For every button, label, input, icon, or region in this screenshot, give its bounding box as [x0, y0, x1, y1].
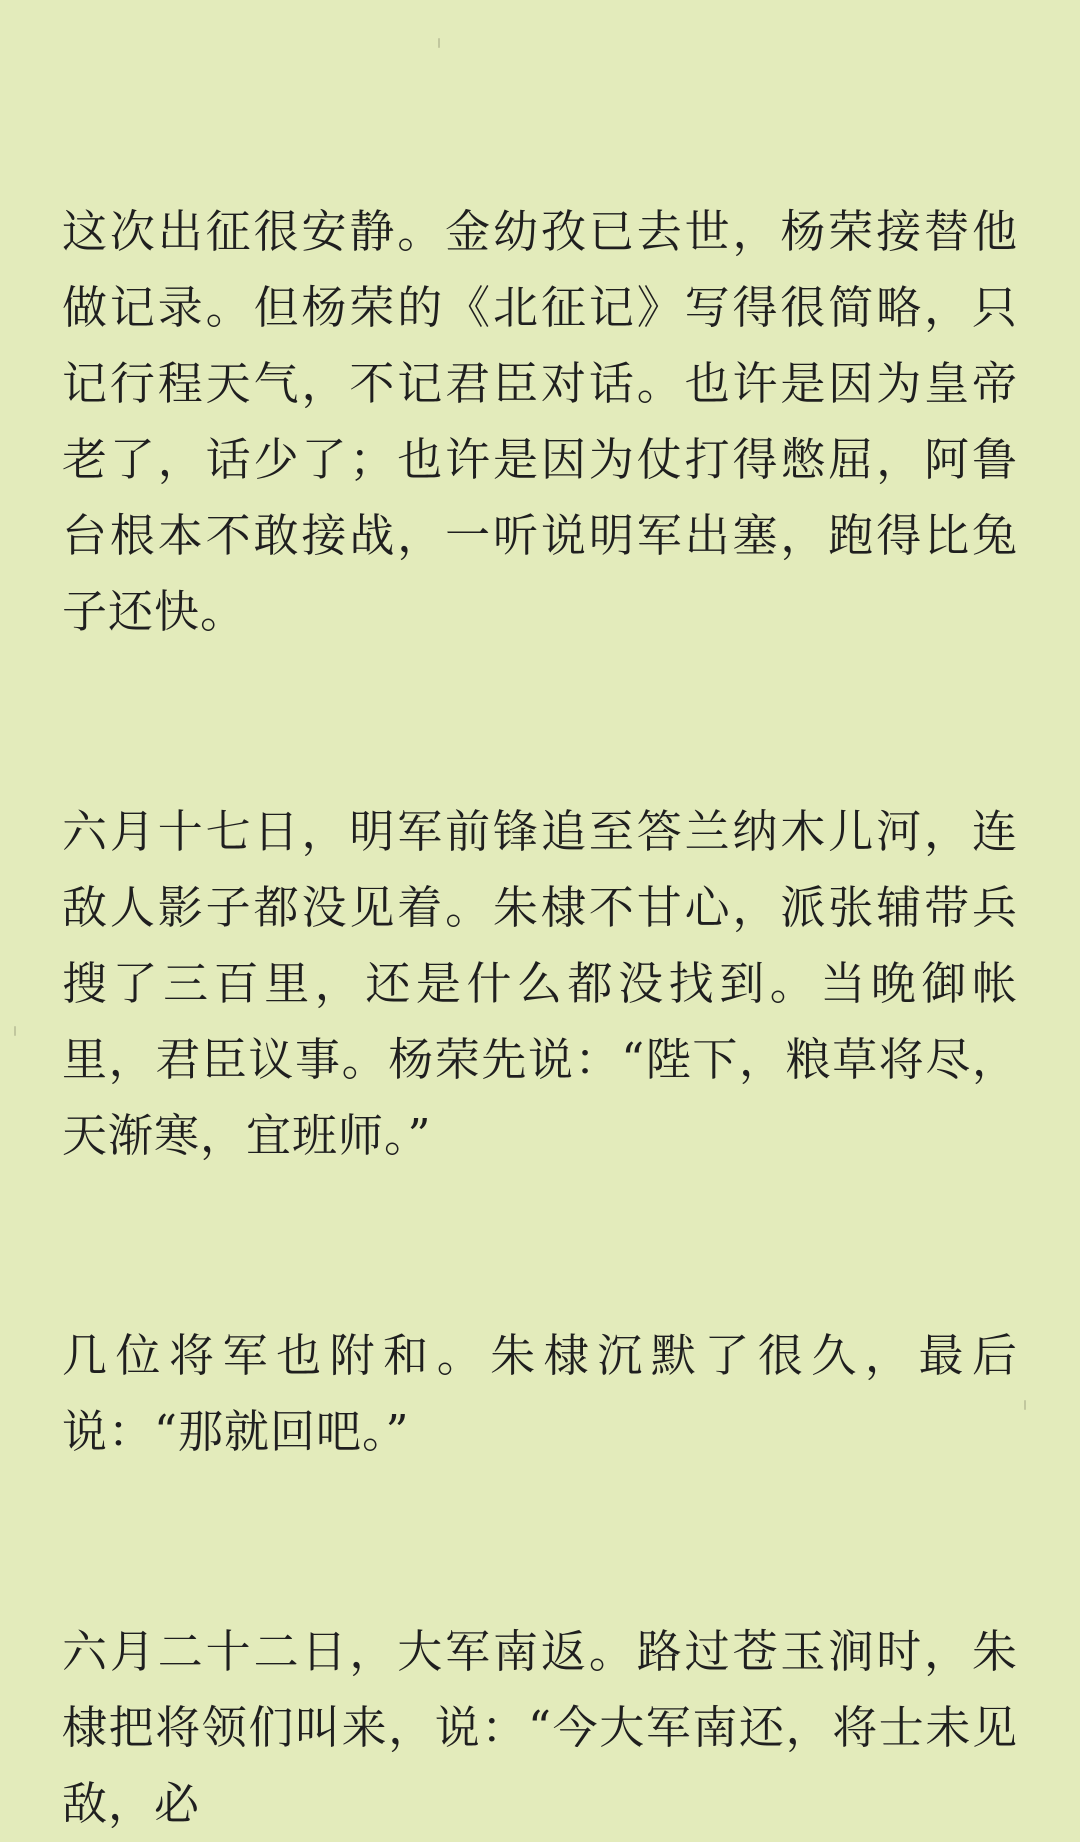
paragraph: 几位将军也附和。朱棣沉默了很久，最后说：“那就回吧。”	[62, 1329, 1018, 1458]
paper-fiber	[1024, 1400, 1026, 1410]
paper-fiber	[438, 38, 440, 48]
paragraph: 六月二十二日，大军南返。路过苍玉涧时，朱棣把将领们叫来，说：“今大军南还，将士未见敌，必	[62, 1625, 1018, 1830]
paper-fiber	[14, 1026, 16, 1036]
paragraph: 这次出征很安静。金幼孜已去世，杨荣接替他做记录。但杨荣的《北征记》写得很简略，只记行程天气，不记君臣对话。也许是因为皇帝老了，话少了；也许是因为仗打得憋屈，阿鲁台根本不敢接战，一听说明军出塞，跑得比兔子还快。	[62, 205, 1018, 638]
chapter-content	[62, 194, 1018, 1842]
paragraph: 六月十七日，明军前锋追至答兰纳木儿河，连敌人影子都没见着。朱棣不甘心，派张辅带兵搜了三百里，还是什么都没找到。当晚御帐里，君臣议事。杨荣先说：“陛下，粮草将尽，天渐寒，宜班师。”	[62, 805, 1018, 1162]
